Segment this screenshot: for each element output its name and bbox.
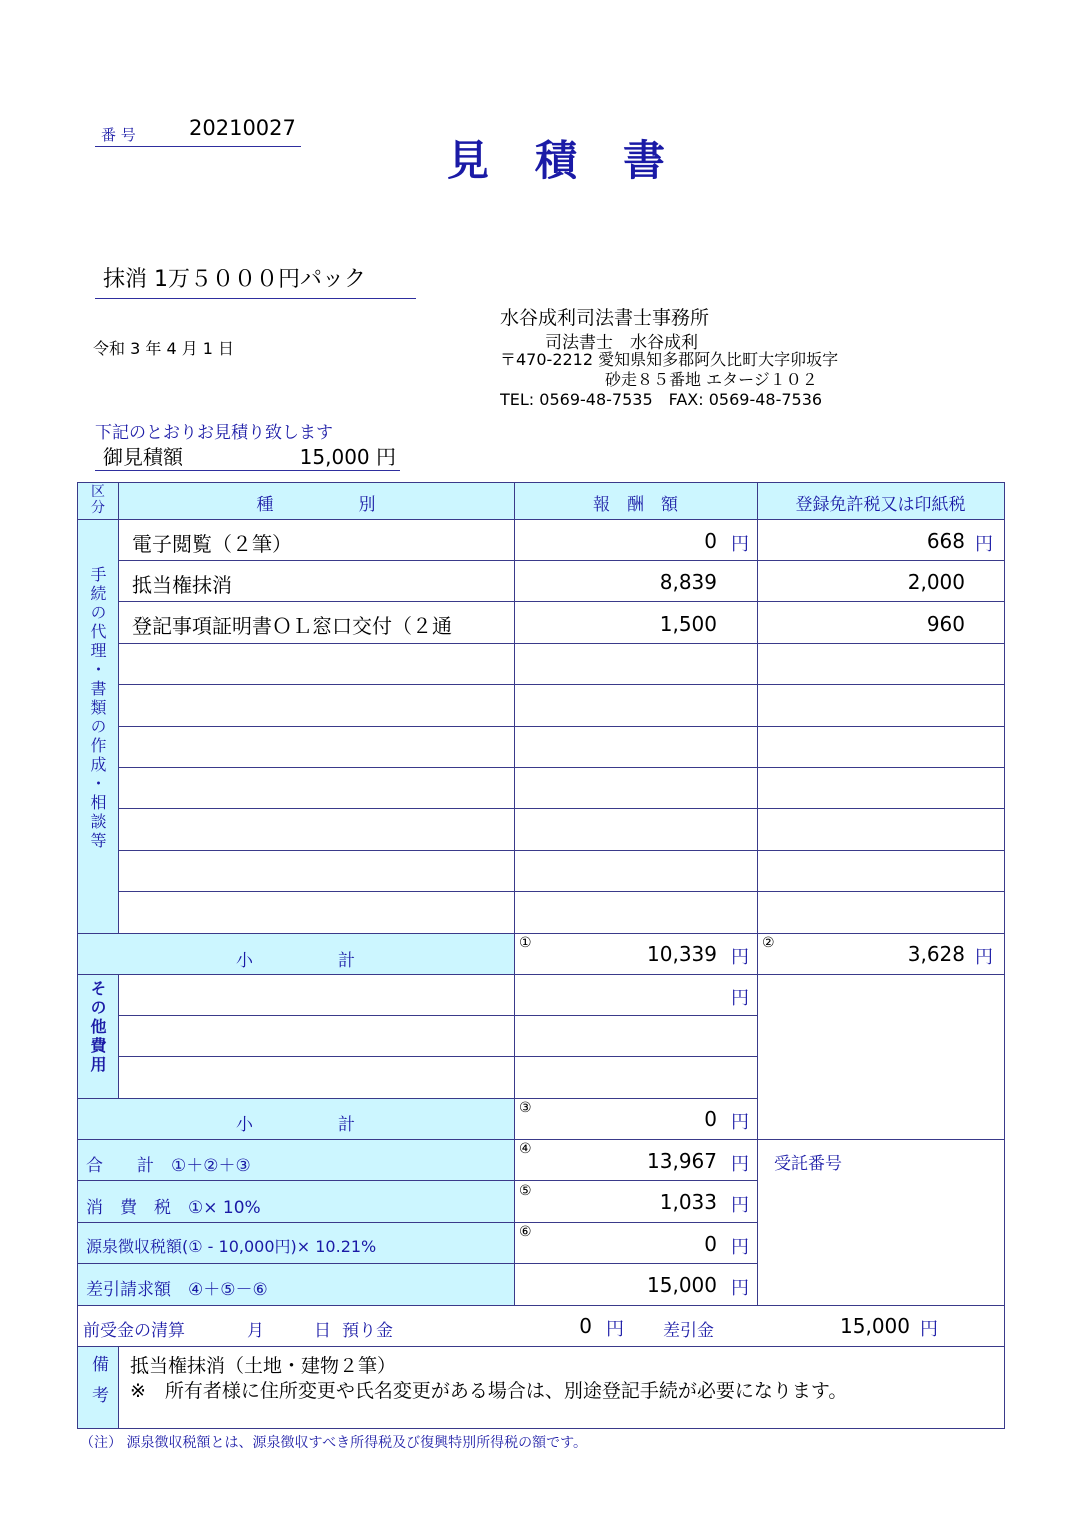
yen-mark: 円	[731, 1195, 749, 1216]
item-name: 電子閲覧（２筆）	[132, 532, 292, 556]
package-name: 抹消 1万５０００円パック	[95, 260, 416, 299]
office-address-line1: 〒470-2212 愛知県知多郡阿久比町大字卯坂字	[500, 350, 839, 369]
item-name: 登記事項証明書ＯＬ窓口交付（２通	[132, 614, 452, 638]
total-label: 合 計 ①＋②＋③	[86, 1156, 251, 1176]
footnote: （注） 源泉徴収税額とは、源泉徴収すべき所得税及び復興特別所得税の額です。	[80, 1435, 588, 1451]
deposit-value: 0	[579, 1314, 592, 1338]
subtotal-label: 小 計	[236, 951, 355, 971]
circle-2-mark: ②	[762, 935, 775, 951]
yen-mark: 円	[731, 534, 749, 555]
subtotal-label: 小 計	[236, 1115, 355, 1135]
estimate-amount-value: 15,000 円	[299, 445, 396, 469]
yen-mark: 円	[920, 1319, 938, 1340]
issue-date: 令和 3 年 4 月 1 日	[93, 339, 235, 358]
item-name: 抵当権抹消	[132, 573, 232, 597]
yen-mark: 円	[975, 947, 993, 968]
circle-6-mark: ⑥	[519, 1224, 532, 1240]
yen-mark: 円	[731, 1154, 749, 1175]
balance-value: 15,000	[840, 1314, 910, 1338]
remarks-line1: 抵当権抹消（土地・建物２筆）	[130, 1355, 397, 1377]
circle-5-mark: ⑤	[519, 1183, 532, 1199]
document-title: 見 積 書	[447, 136, 668, 185]
consumption-tax-value: 1,033	[659, 1190, 717, 1214]
item-tax: 668	[926, 529, 965, 553]
section-other-costs-label: その他費用	[88, 980, 107, 1075]
header-type: 種 別	[256, 495, 376, 515]
subtotal-fee: 10,339	[647, 942, 717, 966]
balance-label: 差引金	[663, 1321, 714, 1341]
office-representative: 司法書士 水谷成利	[545, 333, 698, 353]
item-fee: 8,839	[659, 570, 717, 594]
circle-1-mark: ①	[519, 935, 532, 951]
yen-mark: 円	[731, 1112, 749, 1133]
subtotal-other-value: 0	[704, 1107, 717, 1131]
item-tax: 2,000	[907, 570, 965, 594]
settlement-label: 前受金の清算	[83, 1321, 185, 1341]
item-fee: 0	[704, 529, 717, 553]
yen-mark: 円	[731, 988, 749, 1009]
office-address-line2: 砂走８５番地 エタージ１０２	[605, 370, 818, 389]
estimate-amount-field	[95, 441, 400, 471]
yen-mark: 円	[606, 1319, 624, 1340]
yen-mark: 円	[731, 947, 749, 968]
item-tax: 960	[926, 612, 965, 636]
withholding-tax-value: 0	[704, 1232, 717, 1256]
estimate-number-value: 20210027	[189, 116, 296, 140]
remarks-label: 備考	[88, 1355, 108, 1417]
estimate-number-label: 番 号	[101, 126, 136, 144]
estimate-number-field	[95, 118, 301, 147]
circle-4-mark: ④	[519, 1141, 532, 1157]
yen-mark: 円	[975, 534, 993, 555]
office-name: 水谷成利司法書士事務所	[500, 307, 710, 329]
header-category: 区分	[91, 484, 105, 516]
estimate-amount-label: 御見積額	[103, 445, 183, 469]
yen-mark: 円	[731, 1237, 749, 1258]
yen-mark: 円	[731, 1278, 749, 1299]
settlement-day: 日	[314, 1321, 331, 1341]
billing-amount-label: 差引請求額 ④＋⑤－⑥	[86, 1280, 268, 1300]
circle-3-mark: ③	[519, 1100, 532, 1116]
receipt-number-label: 受託番号	[774, 1154, 842, 1174]
total-value: 13,967	[647, 1149, 717, 1173]
office-phone: TEL: 0569-48-7535 FAX: 0569-48-7536	[500, 390, 823, 409]
header-fee: 報 酬 額	[593, 495, 678, 515]
consumption-tax-label: 消 費 税 ①× 10%	[86, 1198, 261, 1218]
deposit-label: 預り金	[342, 1321, 393, 1341]
withholding-tax-label: 源泉徴収税額(① - 10,000円)× 10.21%	[86, 1237, 377, 1256]
subtotal-tax: 3,628	[907, 942, 965, 966]
billing-amount-value: 15,000	[647, 1273, 717, 1297]
intro-text: 下記のとおりお見積り致します	[95, 423, 333, 443]
item-fee: 1,500	[659, 612, 717, 636]
remarks-line2: ※ 所有者様に住所変更や氏名変更がある場合は、別途登記手続が必要になります。	[130, 1380, 848, 1402]
section-procedures-label: 手続の代理・書類の作成・相談等	[88, 566, 107, 851]
settlement-month: 月	[247, 1321, 264, 1341]
header-tax: 登録免許税又は印紙税	[795, 495, 966, 515]
